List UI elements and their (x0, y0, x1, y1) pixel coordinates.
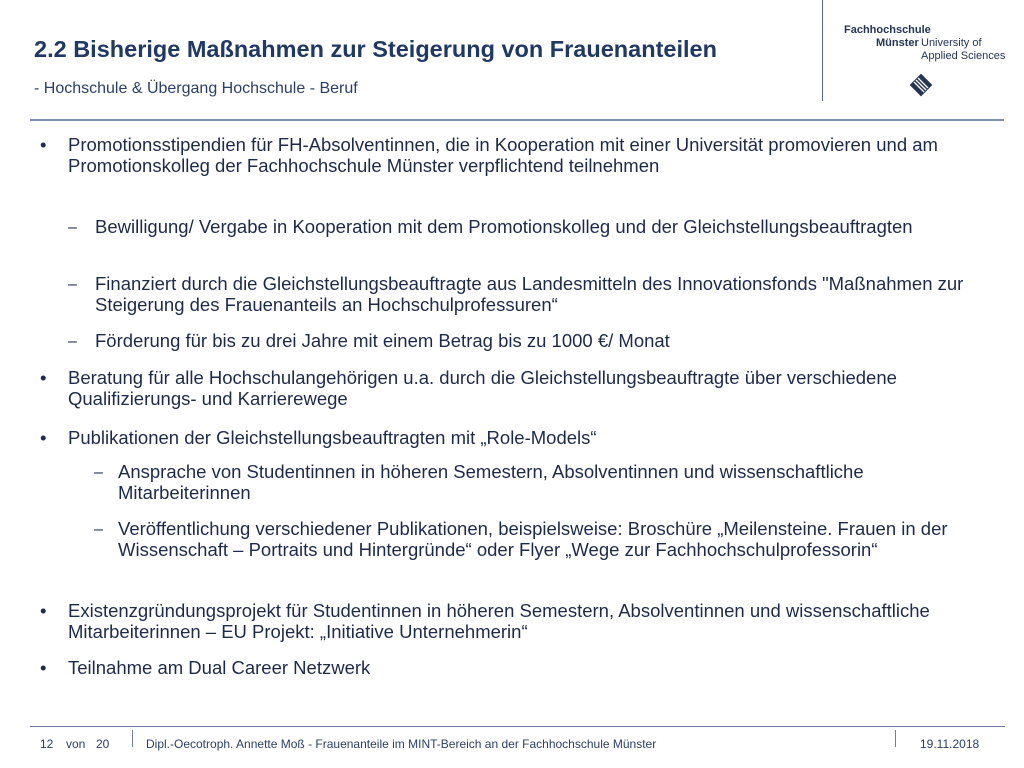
footer-date: 19.11.2018 (920, 737, 980, 751)
bullet-icon: • (40, 600, 47, 621)
list-item: Existenzgründungsprojekt für Studentinnen in höheren Semestern, Absolventinnen und wissenschaftliche Mitarbeiterinnen – EU Projekt: „Initiative Unternehmerin“ (68, 600, 930, 642)
slide-subtitle: - Hochschule & Übergang Hochschule - Beruf (34, 80, 358, 97)
slide-title: 2.2 Bisherige Maßnahmen zur Steigerung von Frauenanteilen (34, 36, 717, 62)
footer-rule (30, 726, 1005, 727)
footer-divider (132, 730, 133, 747)
list-item: Promotionsstipendien für FH-Absolventinnen, die in Kooperation mit einer Universität promovieren und am Promotionskolleg der Fachhochschule Münster verpflichtend teilnehmen (68, 134, 938, 176)
list-item: Finanziert durch die Gleichstellungsbeauftragte aus Landesmitteln des Innovationsfonds "Maßnahmen zur Steigerung des Frauenanteils an Hochschulprofessuren“ (95, 273, 964, 315)
university-logo (840, 20, 1018, 106)
header-rule (30, 119, 1004, 121)
footer-divider (895, 730, 896, 747)
dash-icon: – (68, 333, 77, 350)
bullet-icon: • (40, 427, 47, 448)
logo-text-line-2a: Münster (876, 37, 919, 49)
page-of-label: von (66, 737, 86, 751)
logo-text-line-3: Applied Sciences (921, 50, 1006, 62)
fh-logo-icon (909, 73, 933, 97)
header-divider (822, 0, 823, 101)
list-item: Veröffentlichung verschiedener Publikationen, beispielsweise: Broschüre „Meilensteine. Frauen in der Wissenschaft – Portraits und Hintergründe“ oder Flyer „Wege zur Fachhochschulprofessorin“ (118, 518, 948, 560)
list-item: Beratung für alle Hochschulangehörigen u.a. durch die Gleichstellungsbeauftragte über verschiedene Qualifizierungs- und Karrierewege (68, 367, 897, 409)
dash-icon: – (68, 219, 77, 236)
logo-text-line-1: Fachhochschule (844, 24, 931, 36)
list-item: Teilnahme am Dual Career Netzwerk (68, 657, 371, 678)
bullet-icon: • (40, 367, 47, 388)
dash-icon: – (68, 276, 77, 293)
list-item: Förderung für bis zu drei Jahre mit einem Betrag bis zu 1000 €/ Monat (95, 330, 670, 351)
dash-icon: – (94, 464, 103, 481)
page-total: 20 (96, 737, 110, 751)
page-number: 12 (40, 737, 54, 751)
list-item: Bewilligung/ Vergabe in Kooperation mit dem Promotionskolleg und der Gleichstellungsbeauftragten (95, 216, 913, 237)
list-item: Publikationen der Gleichstellungsbeauftragten mit „Role-Models“ (68, 427, 597, 448)
footer-text: Dipl.-Oecotroph. Annette Moß - Frauenanteile im MINT-Bereich an der Fachhochschule Münster (146, 737, 657, 751)
list-item: Ansprache von Studentinnen in höheren Semestern, Absolventinnen und wissenschaftliche Mitarbeiterinnen (118, 461, 864, 503)
bullet-icon: • (40, 134, 47, 155)
logo-text-line-2b: University of (921, 37, 982, 49)
bullet-icon: • (40, 657, 47, 678)
dash-icon: – (94, 521, 103, 538)
